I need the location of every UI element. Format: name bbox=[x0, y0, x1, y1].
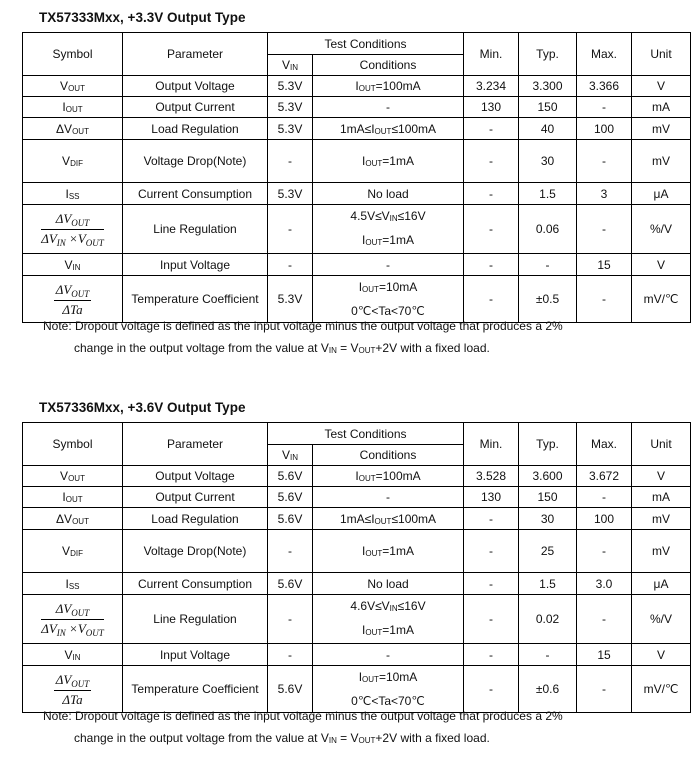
header-max: Max. bbox=[577, 33, 632, 76]
max-cell: 3 bbox=[577, 183, 632, 205]
condition-cell: IOUT=10mA 0℃<Ta<70℃ bbox=[313, 276, 464, 323]
typ-cell: 40 bbox=[519, 118, 577, 140]
header-typ: Typ. bbox=[519, 33, 577, 76]
parameter-cell: Voltage Drop(Note) bbox=[123, 140, 268, 183]
min-cell: - bbox=[464, 666, 519, 713]
typ-cell: 1.5 bbox=[519, 183, 577, 205]
unit-cell: mV bbox=[632, 530, 691, 573]
condition-cell: 1mA≤IOUT≤100mA bbox=[313, 508, 464, 530]
vin-cell: 5.3V bbox=[268, 276, 313, 323]
temp-coefficient-fraction: $\frac{\Delta V_{OUT}}{\text{ΔTa}}$ bbox=[55, 671, 90, 707]
typ-cell: ±0.6 bbox=[519, 666, 577, 713]
header-conditions: Conditions bbox=[313, 445, 464, 466]
parameter-cell: Temperature Coefficient bbox=[123, 276, 268, 323]
dropout-note: Note: Dropout voltage is defined as the input voltage minus the output voltage that produces a 2% change in the output voltage from the value at VIN = VOUT+2V with a fixed load. bbox=[43, 709, 563, 745]
header-test-conditions: Test Conditions bbox=[268, 33, 464, 55]
header-vin: VIN bbox=[268, 55, 313, 76]
unit-cell: mV/℃ bbox=[632, 666, 691, 713]
unit-cell: mA bbox=[632, 487, 691, 508]
condition-cell: 1mA≤IOUT≤100mA bbox=[313, 118, 464, 140]
condition-cell: IOUT=100mA bbox=[313, 466, 464, 487]
max-cell: - bbox=[577, 276, 632, 323]
typ-cell: 0.02 bbox=[519, 595, 577, 644]
row-dvout bbox=[23, 118, 691, 140]
spec-table bbox=[22, 422, 691, 713]
vin-cell: 5.6V bbox=[268, 573, 313, 595]
min-cell: - bbox=[464, 205, 519, 254]
max-cell: - bbox=[577, 97, 632, 118]
typ-cell: 150 bbox=[519, 487, 577, 508]
symbol-cell: ΔVOUT bbox=[23, 508, 123, 530]
min-cell: - bbox=[464, 595, 519, 644]
min-cell: - bbox=[464, 254, 519, 276]
min-cell: - bbox=[464, 140, 519, 183]
vin-cell: - bbox=[268, 254, 313, 276]
vin-cell: 5.3V bbox=[268, 118, 313, 140]
row-vdif bbox=[23, 530, 691, 573]
header-max: Max. bbox=[577, 423, 632, 466]
typ-cell: ±0.5 bbox=[519, 276, 577, 323]
condition-cell: 4.6V≤VIN≤16V IOUT=1mA bbox=[313, 595, 464, 644]
symbol-cell: VOUT bbox=[23, 76, 123, 97]
header-symbol: Symbol bbox=[23, 33, 123, 76]
vin-cell: 5.3V bbox=[268, 76, 313, 97]
min-cell: 130 bbox=[464, 97, 519, 118]
symbol-cell: VDIF bbox=[23, 530, 123, 573]
table-title: TX57333Mxx, +3.3V Output Type bbox=[39, 10, 246, 25]
typ-cell: 3.300 bbox=[519, 76, 577, 97]
max-cell: - bbox=[577, 530, 632, 573]
min-cell: - bbox=[464, 530, 519, 573]
parameter-cell: Output Current bbox=[123, 97, 268, 118]
parameter-cell: Load Regulation bbox=[123, 118, 268, 140]
parameter-cell: Temperature Coefficient bbox=[123, 666, 268, 713]
typ-cell: 3.600 bbox=[519, 466, 577, 487]
parameter-cell: Load Regulation bbox=[123, 508, 268, 530]
unit-cell: V bbox=[632, 76, 691, 97]
condition-cell: No load bbox=[313, 573, 464, 595]
vin-cell: 5.6V bbox=[268, 666, 313, 713]
symbol-cell bbox=[23, 595, 123, 644]
typ-cell: 30 bbox=[519, 140, 577, 183]
unit-cell: mV bbox=[632, 118, 691, 140]
min-cell: 3.234 bbox=[464, 76, 519, 97]
parameter-cell: Output Current bbox=[123, 487, 268, 508]
condition-cell: No load bbox=[313, 183, 464, 205]
max-cell: - bbox=[577, 140, 632, 183]
unit-cell: %/V bbox=[632, 205, 691, 254]
parameter-cell: Input Voltage bbox=[123, 644, 268, 666]
row-line-regulation bbox=[23, 205, 691, 254]
line-regulation-fraction: $\frac{\Delta V_{OUT}}{\Delta V_{IN} \times V_{OUT}}$ bbox=[41, 210, 104, 248]
min-cell: - bbox=[464, 118, 519, 140]
symbol-cell: ISS bbox=[23, 183, 123, 205]
unit-cell: mA bbox=[632, 97, 691, 118]
table-title: TX57336Mxx, +3.6V Output Type bbox=[39, 400, 246, 415]
condition-cell: 4.5V≤VIN≤16V IOUT=1mA bbox=[313, 205, 464, 254]
symbol-cell: VOUT bbox=[23, 466, 123, 487]
condition-cell: IOUT=1mA bbox=[313, 530, 464, 573]
header-conditions: Conditions bbox=[313, 55, 464, 76]
condition-cell: IOUT=10mA 0℃<Ta<70℃ bbox=[313, 666, 464, 713]
vin-cell: - bbox=[268, 530, 313, 573]
unit-cell: mV/℃ bbox=[632, 276, 691, 323]
max-cell: 100 bbox=[577, 508, 632, 530]
header-min: Min. bbox=[464, 33, 519, 76]
max-cell: - bbox=[577, 666, 632, 713]
row-dvout bbox=[23, 508, 691, 530]
vin-cell: 5.3V bbox=[268, 97, 313, 118]
max-cell: - bbox=[577, 595, 632, 644]
min-cell: - bbox=[464, 573, 519, 595]
line-regulation-fraction: $\frac{\Delta V_{OUT}}{\Delta V_{IN} \times V_{OUT}}$ bbox=[41, 600, 104, 638]
unit-cell: V bbox=[632, 466, 691, 487]
typ-cell: - bbox=[519, 644, 577, 666]
typ-cell: 0.06 bbox=[519, 205, 577, 254]
min-cell: 130 bbox=[464, 487, 519, 508]
row-iss bbox=[23, 183, 691, 205]
unit-cell: mV bbox=[632, 140, 691, 183]
header-min: Min. bbox=[464, 423, 519, 466]
condition-cell: IOUT=1mA bbox=[313, 140, 464, 183]
min-cell: - bbox=[464, 183, 519, 205]
symbol-cell: ΔVOUT bbox=[23, 118, 123, 140]
vin-cell: 5.6V bbox=[268, 508, 313, 530]
row-vdif bbox=[23, 140, 691, 183]
row-line-regulation bbox=[23, 595, 691, 644]
typ-cell: 25 bbox=[519, 530, 577, 573]
max-cell: 3.0 bbox=[577, 573, 632, 595]
max-cell: 15 bbox=[577, 644, 632, 666]
max-cell: - bbox=[577, 487, 632, 508]
unit-cell: μA bbox=[632, 573, 691, 595]
symbol-cell bbox=[23, 205, 123, 254]
min-cell: 3.528 bbox=[464, 466, 519, 487]
parameter-cell: Current Consumption bbox=[123, 573, 268, 595]
unit-cell: %/V bbox=[632, 595, 691, 644]
vin-cell: - bbox=[268, 140, 313, 183]
max-cell: 15 bbox=[577, 254, 632, 276]
dropout-note: Note: Dropout voltage is defined as the input voltage minus the output voltage that produces a 2% change in the output voltage from the value at VIN = VOUT+2V with a fixed load. bbox=[43, 319, 563, 355]
unit-cell: V bbox=[632, 254, 691, 276]
row-iout bbox=[23, 487, 691, 508]
min-cell: - bbox=[464, 644, 519, 666]
typ-cell: 1.5 bbox=[519, 573, 577, 595]
symbol-cell: IOUT bbox=[23, 97, 123, 118]
condition-cell: - bbox=[313, 254, 464, 276]
header-unit: Unit bbox=[632, 33, 691, 76]
vin-cell: - bbox=[268, 595, 313, 644]
symbol-cell: VIN bbox=[23, 254, 123, 276]
symbol-cell: ISS bbox=[23, 573, 123, 595]
header-symbol: Symbol bbox=[23, 423, 123, 466]
typ-cell: 30 bbox=[519, 508, 577, 530]
vin-cell: 5.6V bbox=[268, 466, 313, 487]
row-iss bbox=[23, 573, 691, 595]
parameter-cell: Line Regulation bbox=[123, 205, 268, 254]
header-unit: Unit bbox=[632, 423, 691, 466]
vin-cell: 5.6V bbox=[268, 487, 313, 508]
parameter-cell: Input Voltage bbox=[123, 254, 268, 276]
symbol-cell: VIN bbox=[23, 644, 123, 666]
vin-cell: 5.3V bbox=[268, 183, 313, 205]
typ-cell: 150 bbox=[519, 97, 577, 118]
vin-cell: - bbox=[268, 644, 313, 666]
min-cell: - bbox=[464, 276, 519, 323]
parameter-cell: Current Consumption bbox=[123, 183, 268, 205]
symbol-cell: IOUT bbox=[23, 487, 123, 508]
typ-cell: - bbox=[519, 254, 577, 276]
header-test-conditions: Test Conditions bbox=[268, 423, 464, 445]
max-cell: 100 bbox=[577, 118, 632, 140]
header-parameter: Parameter bbox=[123, 423, 268, 466]
condition-cell: - bbox=[313, 487, 464, 508]
unit-cell: μA bbox=[632, 183, 691, 205]
condition-cell: - bbox=[313, 644, 464, 666]
condition-cell: - bbox=[313, 97, 464, 118]
row-vin bbox=[23, 254, 691, 276]
parameter-cell: Line Regulation bbox=[123, 595, 268, 644]
max-cell: - bbox=[577, 205, 632, 254]
temp-coefficient-fraction: $\frac{\Delta V_{OUT}}{\text{ΔTa}}$ bbox=[55, 281, 90, 317]
parameter-cell: Output Voltage bbox=[123, 466, 268, 487]
spec-table bbox=[22, 32, 691, 323]
header-row bbox=[23, 33, 691, 55]
header-typ: Typ. bbox=[519, 423, 577, 466]
max-cell: 3.366 bbox=[577, 76, 632, 97]
unit-cell: V bbox=[632, 644, 691, 666]
max-cell: 3.672 bbox=[577, 466, 632, 487]
header-parameter: Parameter bbox=[123, 33, 268, 76]
row-vout bbox=[23, 466, 691, 487]
symbol-cell: VDIF bbox=[23, 140, 123, 183]
parameter-cell: Voltage Drop(Note) bbox=[123, 530, 268, 573]
vin-cell: - bbox=[268, 205, 313, 254]
row-iout bbox=[23, 97, 691, 118]
row-vout bbox=[23, 76, 691, 97]
condition-cell: IOUT=100mA bbox=[313, 76, 464, 97]
row-vin bbox=[23, 644, 691, 666]
header-row bbox=[23, 423, 691, 445]
min-cell: - bbox=[464, 508, 519, 530]
header-vin: VIN bbox=[268, 445, 313, 466]
unit-cell: mV bbox=[632, 508, 691, 530]
parameter-cell: Output Voltage bbox=[123, 76, 268, 97]
